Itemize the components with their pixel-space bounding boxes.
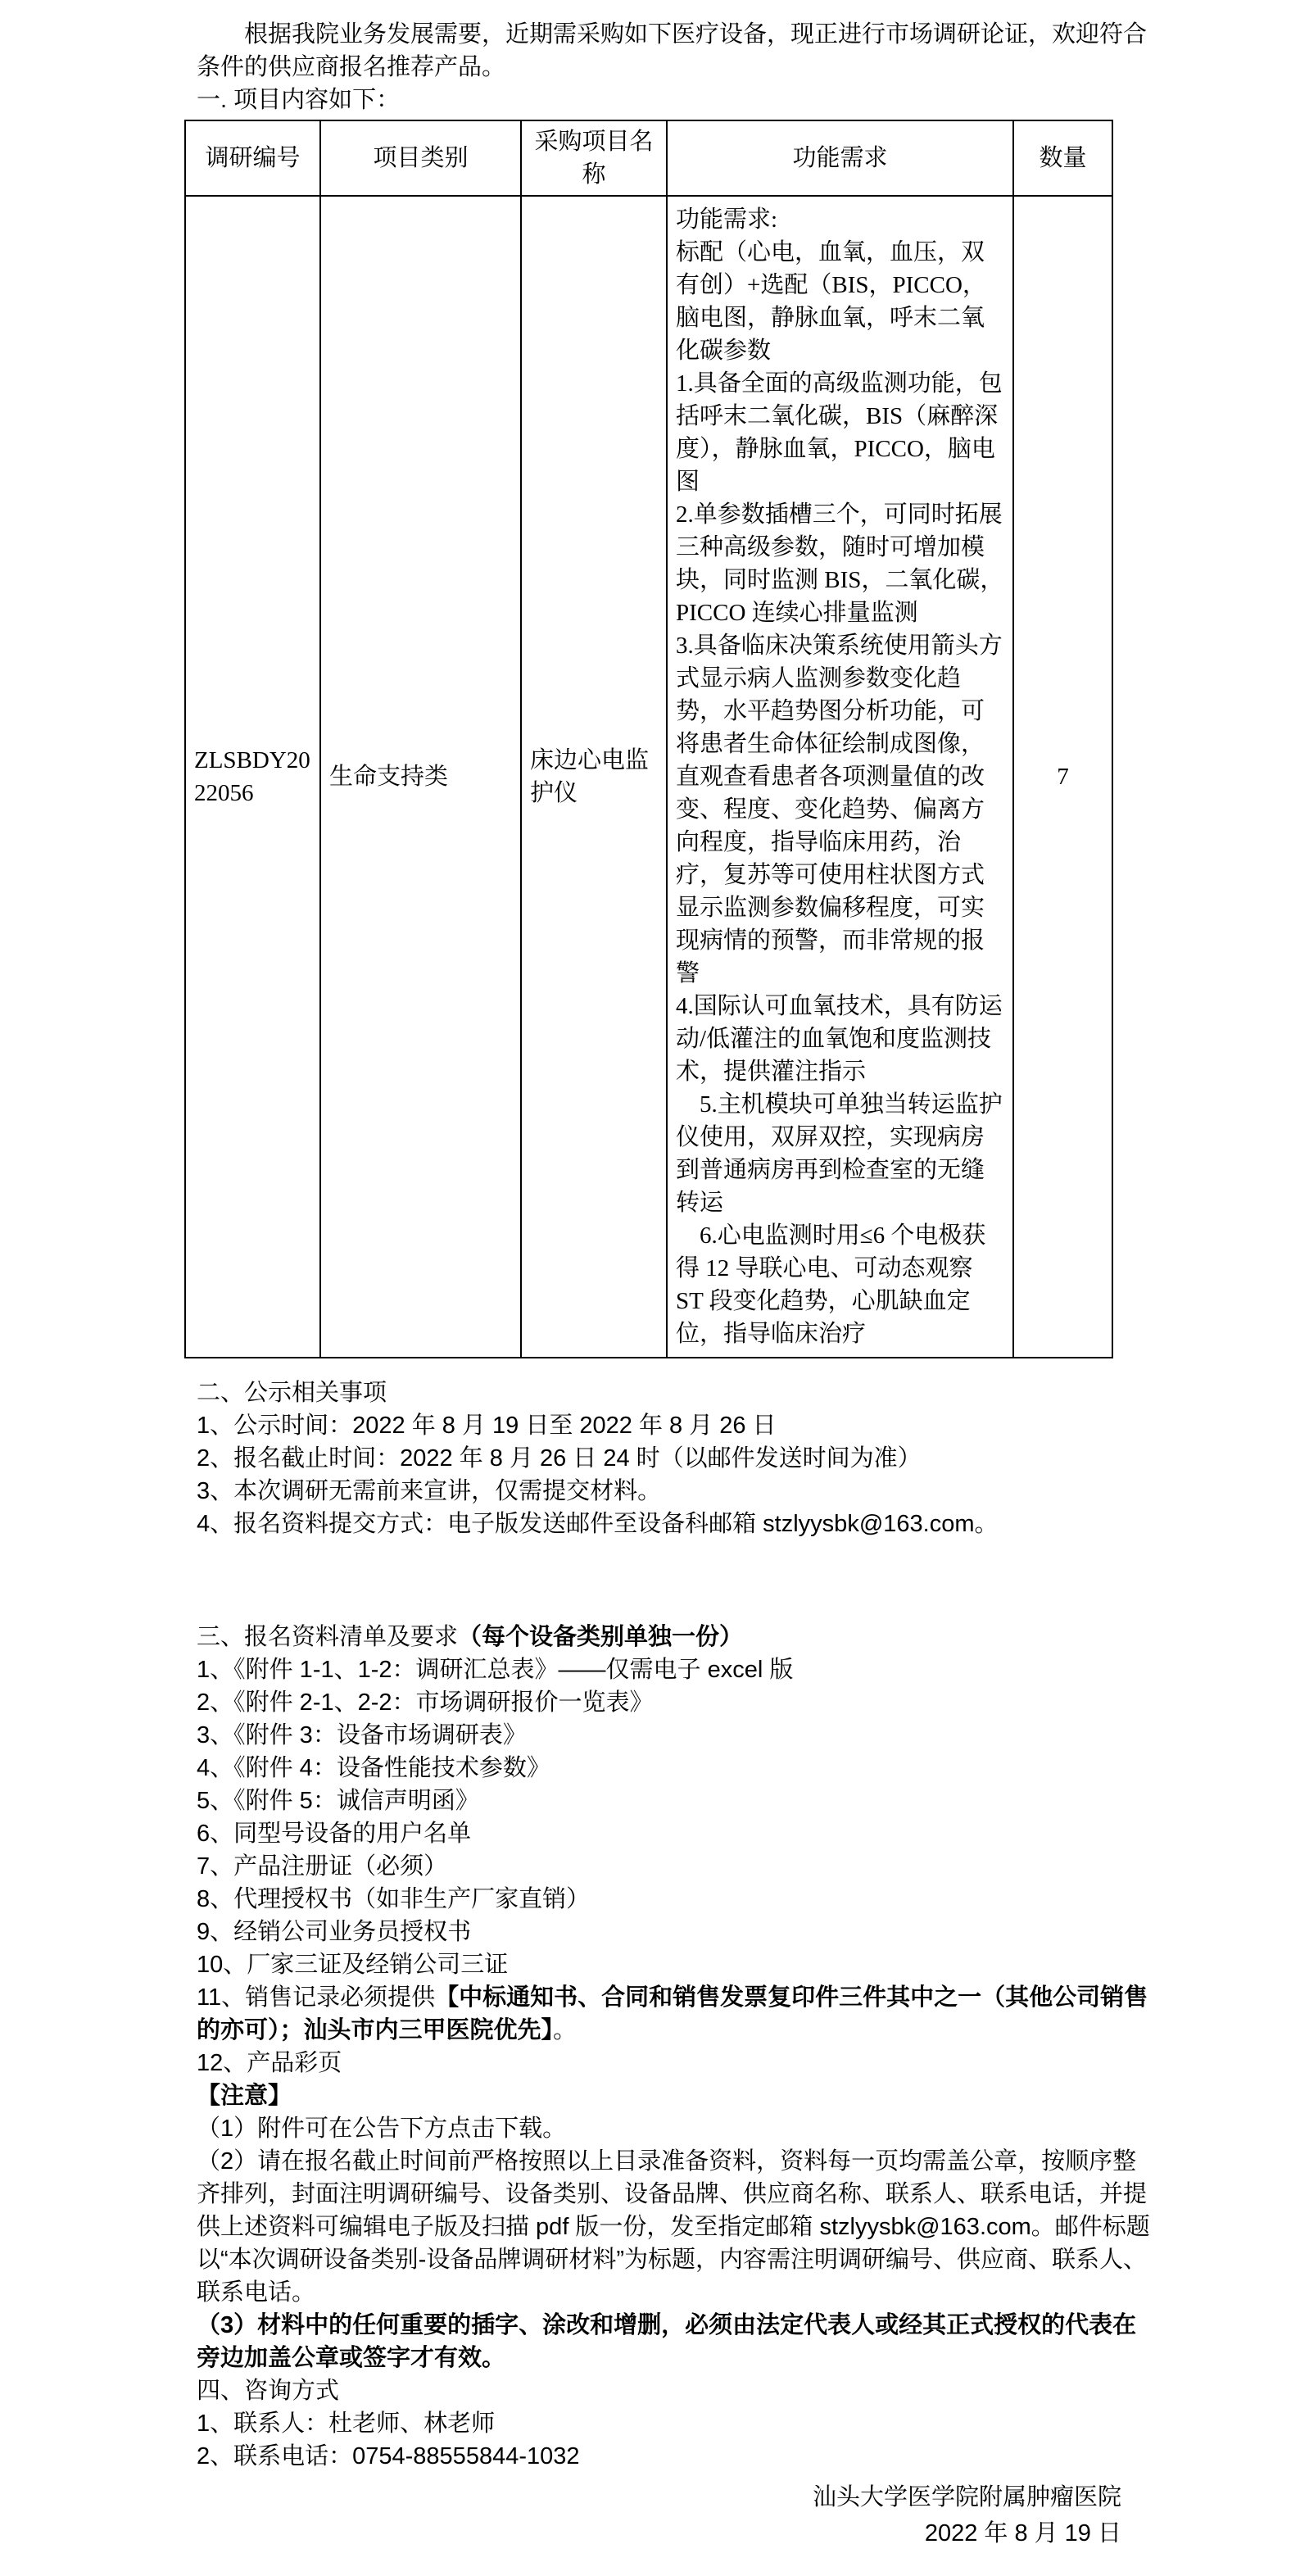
- section3-item: 1、《附件 1-1、1-2：调研汇总表》——仅需电子 excel 版: [197, 1657, 794, 1683]
- section3-item: 12、产品彩页: [197, 2050, 342, 2076]
- section3-item: 10、厂家三证及经销公司三证: [197, 1952, 509, 1978]
- cell-item-name: 床边心电监护仪: [521, 196, 667, 1358]
- requirement-paragraph: 2.单参数插槽三个，可同时拓展三种高级参数，随时可增加模块，同时监测 BIS，二氧化碳，PICCO 连续心排量监测: [676, 501, 1004, 626]
- contact-person: 1、联系人：杜老师、林老师: [197, 2410, 496, 2437]
- section3-item: 9、经销公司业务员授权书: [197, 1919, 472, 1945]
- table-header-row: [185, 120, 1112, 196]
- note-paragraph-2: （2）请在报名截止时间前严格按照以上目录准备资料，资料每一页均需盖公章，按顺序整齐排列，封面注明调研编号、设备类别、设备品牌、供应商名称、联系人、联系电话，并提供上述资料可编辑电子版及扫描 pdf 版一份，发至指定邮箱 stzlyysbk@163.com。邮件标题以“本次调研设备类别-设备品牌调研材料”为标题，内容需注明调研编号、供应商、联系人、联系电话。: [197, 2148, 1150, 2306]
- section3-item: 7、产品注册证（必须）: [197, 1853, 448, 1880]
- requirement-paragraph: 标配（心电，血氧，血压，双有创）+选配（BIS，PICCO，脑电图，静脉血氧，呼末二氧化碳参数: [676, 239, 986, 364]
- requirement-paragraph: 6.心电监测时用≤6 个电极获得 12 导联心电、可动态观察 ST 段变化趋势，心肌缺血定位，指导临床治疗: [676, 1222, 986, 1347]
- header-cell-requirements: 功能需求: [667, 120, 1013, 196]
- section1-title: 一. 项目内容如下：: [197, 87, 401, 113]
- header-cell-item-name: 采购项目名称: [521, 120, 667, 196]
- note-title: 【注意】: [197, 2083, 292, 2109]
- section3-item: 4、《附件 4：设备性能技术参数》: [197, 1755, 550, 1781]
- section3-item-11-bold: 【中标通知书、合同和销售发票复印件三件其中之一（其他公司销售的亦可）；汕头市内三甲医院优先】: [197, 1984, 1148, 2043]
- section3-item-11-suffix: 。: [553, 2017, 578, 2043]
- requirement-paragraph: 5.主机模块可单独当转运监护仪使用，双屏双控，实现病房到普通病房再到检查室的无缝转运: [676, 1091, 1003, 1216]
- section3-item: 3、《附件 3：设备市场调研表》: [197, 1722, 527, 1748]
- header-cell-quantity: 数量: [1013, 120, 1112, 196]
- note-paragraph-1: （1）附件可在公告下方点击下载。: [197, 2116, 567, 2142]
- requirement-paragraph: 功能需求:: [676, 206, 778, 233]
- procurement-table: [184, 120, 1113, 1358]
- header-cell-survey-code: 调研编号: [185, 120, 320, 196]
- footer-date: 2022 年 8 月 19 日: [924, 2520, 1121, 2547]
- requirement-paragraph: 4.国际认可血氧技术，具有防运动/低灌注的血氧饱和度监测技术，提供灌注指示: [676, 993, 1003, 1085]
- header-cell-category: 项目类别: [320, 120, 521, 196]
- section4-title: 四、咨询方式: [197, 2378, 340, 2404]
- contact-phone: 2、联系电话：0754-88555844-1032: [197, 2443, 580, 2469]
- section3-item: 6、同型号设备的用户名单: [197, 1821, 472, 1847]
- requirement-paragraph: 3.具备临床决策系统使用箭头方式显示病人监测参数变化趋势，水平趋势图分析功能，可将患者生命体征绘制成图像，直观查看患者各项测量值的改变、程度、变化趋势、偏离方向程度，指导临床用药，治疗，复苏等可使用柱状图方式显示监测参数偏移程度，可实现病情的预警，而非常规的报警: [676, 633, 1003, 986]
- section3-item: 2、《附件 2-1、2-2：市场调研报价一览表》: [197, 1689, 654, 1716]
- intro-paragraph: 根据我院业务发展需要，近期需采购如下医疗设备，现正进行市场调研论证，欢迎符合条件的供应商报名推荐产品。: [197, 21, 1148, 80]
- section2-item: 3、本次调研无需前来宣讲，仅需提交材料。: [197, 1478, 662, 1504]
- cell-survey-code: ZLSBDY2022056: [185, 196, 320, 1358]
- section2-item: 1、公示时间：2022 年 8 月 19 日至 2022 年 8 月 26 日: [197, 1413, 777, 1439]
- note-paragraph-3: （3）材料中的任何重要的插字、涂改和增删，必须由法定代表人或经其正式授权的代表在旁边加盖公章或签字才有效。: [197, 2312, 1137, 2371]
- signature-block: [197, 2479, 1151, 2551]
- footer-org: 汕头大学医学院附属肿瘤医院: [812, 2484, 1121, 2510]
- section3-item: 5、《附件 5：诚信声明函》: [197, 1788, 479, 1814]
- section2-title: 二、公示相关事项: [197, 1380, 387, 1406]
- section3-title-text: 三、报名资料清单及要求: [197, 1624, 459, 1650]
- section3-title-bold: （每个设备类别单独一份）: [458, 1624, 744, 1650]
- section3-item: 8、代理授权书（如非生产厂家直销）: [197, 1886, 591, 1912]
- cell-quantity: 7: [1013, 196, 1112, 1358]
- cell-requirements: [667, 196, 1013, 1358]
- section3-title: [197, 1621, 1151, 1653]
- section2-item: 4、报名资料提交方式：电子版发送邮件至设备科邮箱 stzlyysbk@163.com。: [197, 1511, 999, 1537]
- requirement-paragraph: 1.具备全面的高级监测功能，包括呼末二氧化碳，BIS（麻醉深度），静脉血氧，PICCO，脑电图: [676, 370, 1003, 495]
- section3-item-11-prefix: 11、销售记录必须提供: [197, 1984, 436, 2011]
- table-row: [185, 196, 1112, 1358]
- section2-public-notice: [197, 1376, 1151, 1540]
- section3-item-11: [197, 1981, 1151, 2047]
- section4-contact: [197, 2374, 1151, 2473]
- cell-category: 生命支持类: [320, 196, 521, 1358]
- section3-material-list: [197, 1621, 1151, 2374]
- section2-item: 2、报名截止时间：2022 年 8 月 26 日 24 时（以邮件发送时间为准）: [197, 1445, 922, 1472]
